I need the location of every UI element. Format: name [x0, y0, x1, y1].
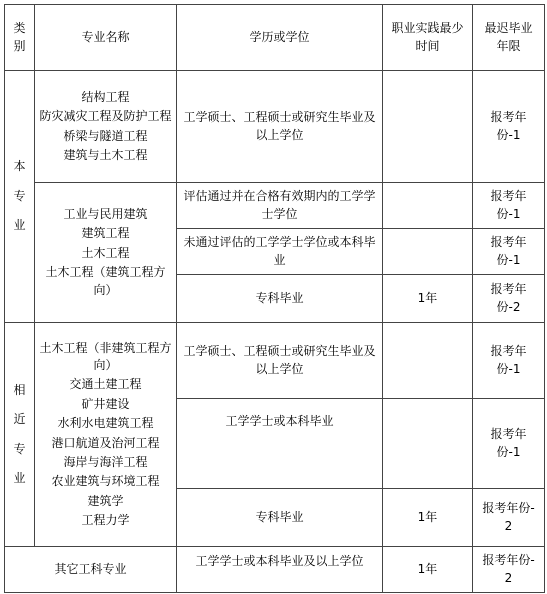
grad-cell: 报考年 份-1 [473, 183, 545, 229]
degree-cell: 工学学士或本科毕业及以上学位 [177, 547, 383, 593]
degree-cell: 专科毕业 [177, 275, 383, 323]
degree-cell: 专科毕业 [177, 489, 383, 547]
practice-cell [383, 323, 473, 399]
degree-cell: 工学硕士、工程硕士或研究生毕业及以上学位 [177, 71, 383, 183]
practice-cell [383, 399, 473, 489]
table-row [5, 323, 545, 399]
major-list-2: 工业与民用建筑 建筑工程 土木工程 土木工程（建筑工程方向） [35, 183, 177, 323]
grad-cell: 报考年 份-1 [473, 323, 545, 399]
category-other: 其它工科专业 [5, 547, 177, 593]
header-degree: 学历或学位 [177, 5, 383, 71]
degree-cell: 未通过评估的工学学士学位或本科毕业 [177, 229, 383, 275]
practice-cell: 1年 [383, 275, 473, 323]
major-list-3: 土木工程（非建筑工程方向） 交通土建工程 矿井建设 水利水电建筑工程 港口航道及治河工程 海岸与海洋工程 农业建筑与环境工程 建筑学 工程力学 [35, 323, 177, 547]
grad-cell: 报考年 份-2 [473, 275, 545, 323]
header-latest-grad: 最迟毕业 年限 [473, 5, 545, 71]
practice-cell [383, 71, 473, 183]
header-row [5, 5, 545, 71]
header-min-practice: 职业实践最少 时间 [383, 5, 473, 71]
grad-cell: 报考年份- 2 [473, 489, 545, 547]
practice-cell [383, 229, 473, 275]
degree-cell: 工学学士或本科毕业 [177, 399, 383, 489]
grad-cell: 报考年份- 2 [473, 547, 545, 593]
category-benzhuanye: 本 专 业 [5, 71, 35, 323]
category-xiangjin: 相 近 专 业 [5, 323, 35, 547]
degree-cell: 评估通过并在合格有效期内的工学学士学位 [177, 183, 383, 229]
qualification-table [4, 4, 545, 593]
table-row [5, 547, 545, 593]
grad-cell: 报考年 份-1 [473, 399, 545, 489]
degree-cell: 工学硕士、工程硕士或研究生毕业及以上学位 [177, 323, 383, 399]
table-row [5, 183, 545, 229]
practice-cell: 1年 [383, 489, 473, 547]
grad-cell: 报考年 份-1 [473, 229, 545, 275]
practice-cell: 1年 [383, 547, 473, 593]
header-major-name: 专业名称 [35, 5, 177, 71]
major-list-1: 结构工程 防灾减灾工程及防护工程 桥梁与隧道工程 建筑与土木工程 [35, 71, 177, 183]
grad-cell: 报考年 份-1 [473, 71, 545, 183]
table-row [5, 71, 545, 183]
header-category: 类 别 [5, 5, 35, 71]
practice-cell [383, 183, 473, 229]
